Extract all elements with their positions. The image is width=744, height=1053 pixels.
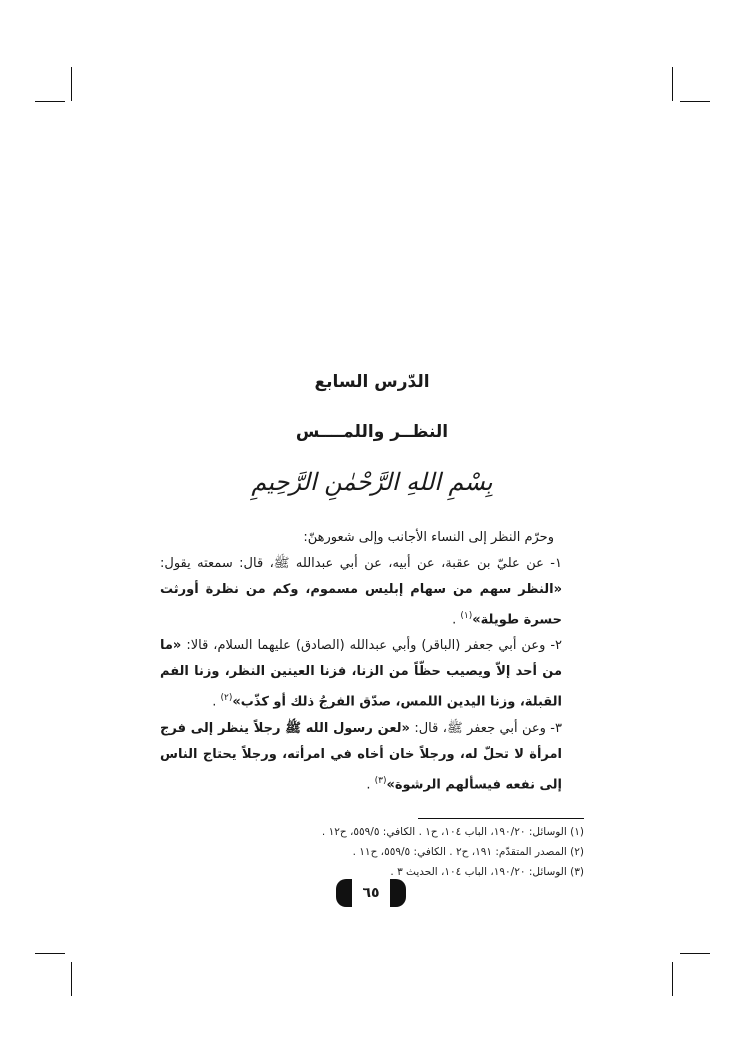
footnote-2: (٢) المصدر المتقدّم: ١٩١، ح٢ . الكافي: ٥٥٩/٥، ح١١ .: [352, 846, 584, 858]
crop-mark-bottom-left-v: [71, 962, 72, 996]
footnote-1: (١) الوسائل: ١٩٠/٢٠، الباب ١٠٤، ح١ . الكافي: ٥٥٩/٥، ح١٢ .: [321, 826, 584, 838]
paragraph-2-lead: ٢- وعن أبي جعفر (الباقر) وأبي عبدالله (الصادق) عليهما السلام، قالا:: [186, 638, 563, 654]
paragraph-3: ٣- وعن أبي جعفر ﷺ، قال: «لعن رسول الله ﷺ رجلاً ينظر إلى فرج امرأة لا تحلّ له، ورجلاً خان أخاه في امرأته، ورجلاً يحتاج الناس إلى نفعه فيسألهم الرشوة»$^{(٣)}$ .: [160, 720, 562, 792]
footnote-3: (٣) الوسائل: ١٩٠/٢٠، الباب ١٠٤، الحديث ٣ .: [390, 866, 584, 878]
paragraph-2-quote: «ما من أحد إلاّ ويصيب حظّاً من الزنا، فزنا العينين النظر، وزنا الفم القبلة، وزنا اليدين اللمس، صدّق الفرجُ ذلك أو كذّب»: [160, 638, 562, 710]
intro-line: وحرّم النظر إلى النساء الأجانب وإلى شعورهنّ:: [303, 530, 554, 545]
footnotes: [250, 822, 584, 882]
crop-mark-top-right-v: [672, 67, 673, 101]
crop-mark-bottom-right-h: [680, 953, 710, 954]
paragraph-2: ٢- وعن أبي جعفر (الباقر) وأبي عبدالله (الصادق) عليهما السلام، قالا: «ما من أحد إلاّ ويصيب حظّاً من الزنا، فزنا العينين النظر، وزنا الفم القبلة، وزنا اليدين اللمس، صدّق الفرجُ ذلك أو كذّب»$^{(٢)}$ .: [160, 638, 563, 710]
page-number-bracket-left: [336, 879, 352, 907]
basmala: بِسْمِ اللهِ الرَّحْمٰنِ الرَّحِيمِ: [251, 468, 493, 496]
page-number: ٦٥: [362, 885, 380, 901]
lesson-subtitle: النظــر واللمــــس: [295, 422, 449, 442]
crop-mark-top-left-v: [71, 67, 72, 101]
paragraph-1-quote: «النظر سهم من سهام إبليس مسموم، وكم من نظرة أورثت حسرة طويلة»: [160, 582, 562, 628]
footnote-divider: [418, 818, 584, 819]
paragraph-1-lead: ١- عن عليّ بن عقبة، عن أبيه، عن أبي عبدالله ﷺ، قال: سمعته يقول:: [160, 556, 562, 571]
paragraph-3-quote: «لعن رسول الله ﷺ رجلاً ينظر إلى فرج امرأة لا تحلّ له، ورجلاً خان أخاه في امرأته، ورجلاً يحتاج الناس إلى نفعه فيسألهم الرشوة»: [160, 720, 562, 792]
page-number-bracket-right: [390, 879, 406, 907]
footnote-ref-1: (١): [460, 611, 473, 621]
body-text: [160, 525, 584, 798]
footnote-ref-2: (٢): [220, 693, 233, 704]
crop-mark-bottom-left-h: [35, 953, 65, 954]
paragraph-1: ١- عن عليّ بن عقبة، عن أبيه، عن أبي عبدالله ﷺ، قال: سمعته يقول: «النظر سهم من سهام إبليس مسموم، وكم من نظرة أورثت حسرة طويلة»$^{(١)}$ .: [160, 556, 562, 628]
lesson-title: الدّرس السابع: [314, 372, 430, 392]
paragraph-3-lead: ٣- وعن أبي جعفر ﷺ، قال:: [414, 720, 562, 736]
crop-mark-top-right-h: [680, 101, 710, 102]
crop-mark-bottom-right-v: [672, 962, 673, 996]
page-number-badge: [336, 879, 406, 907]
footnote-ref-3: (٣): [374, 775, 387, 786]
crop-mark-top-left-h: [35, 101, 65, 102]
